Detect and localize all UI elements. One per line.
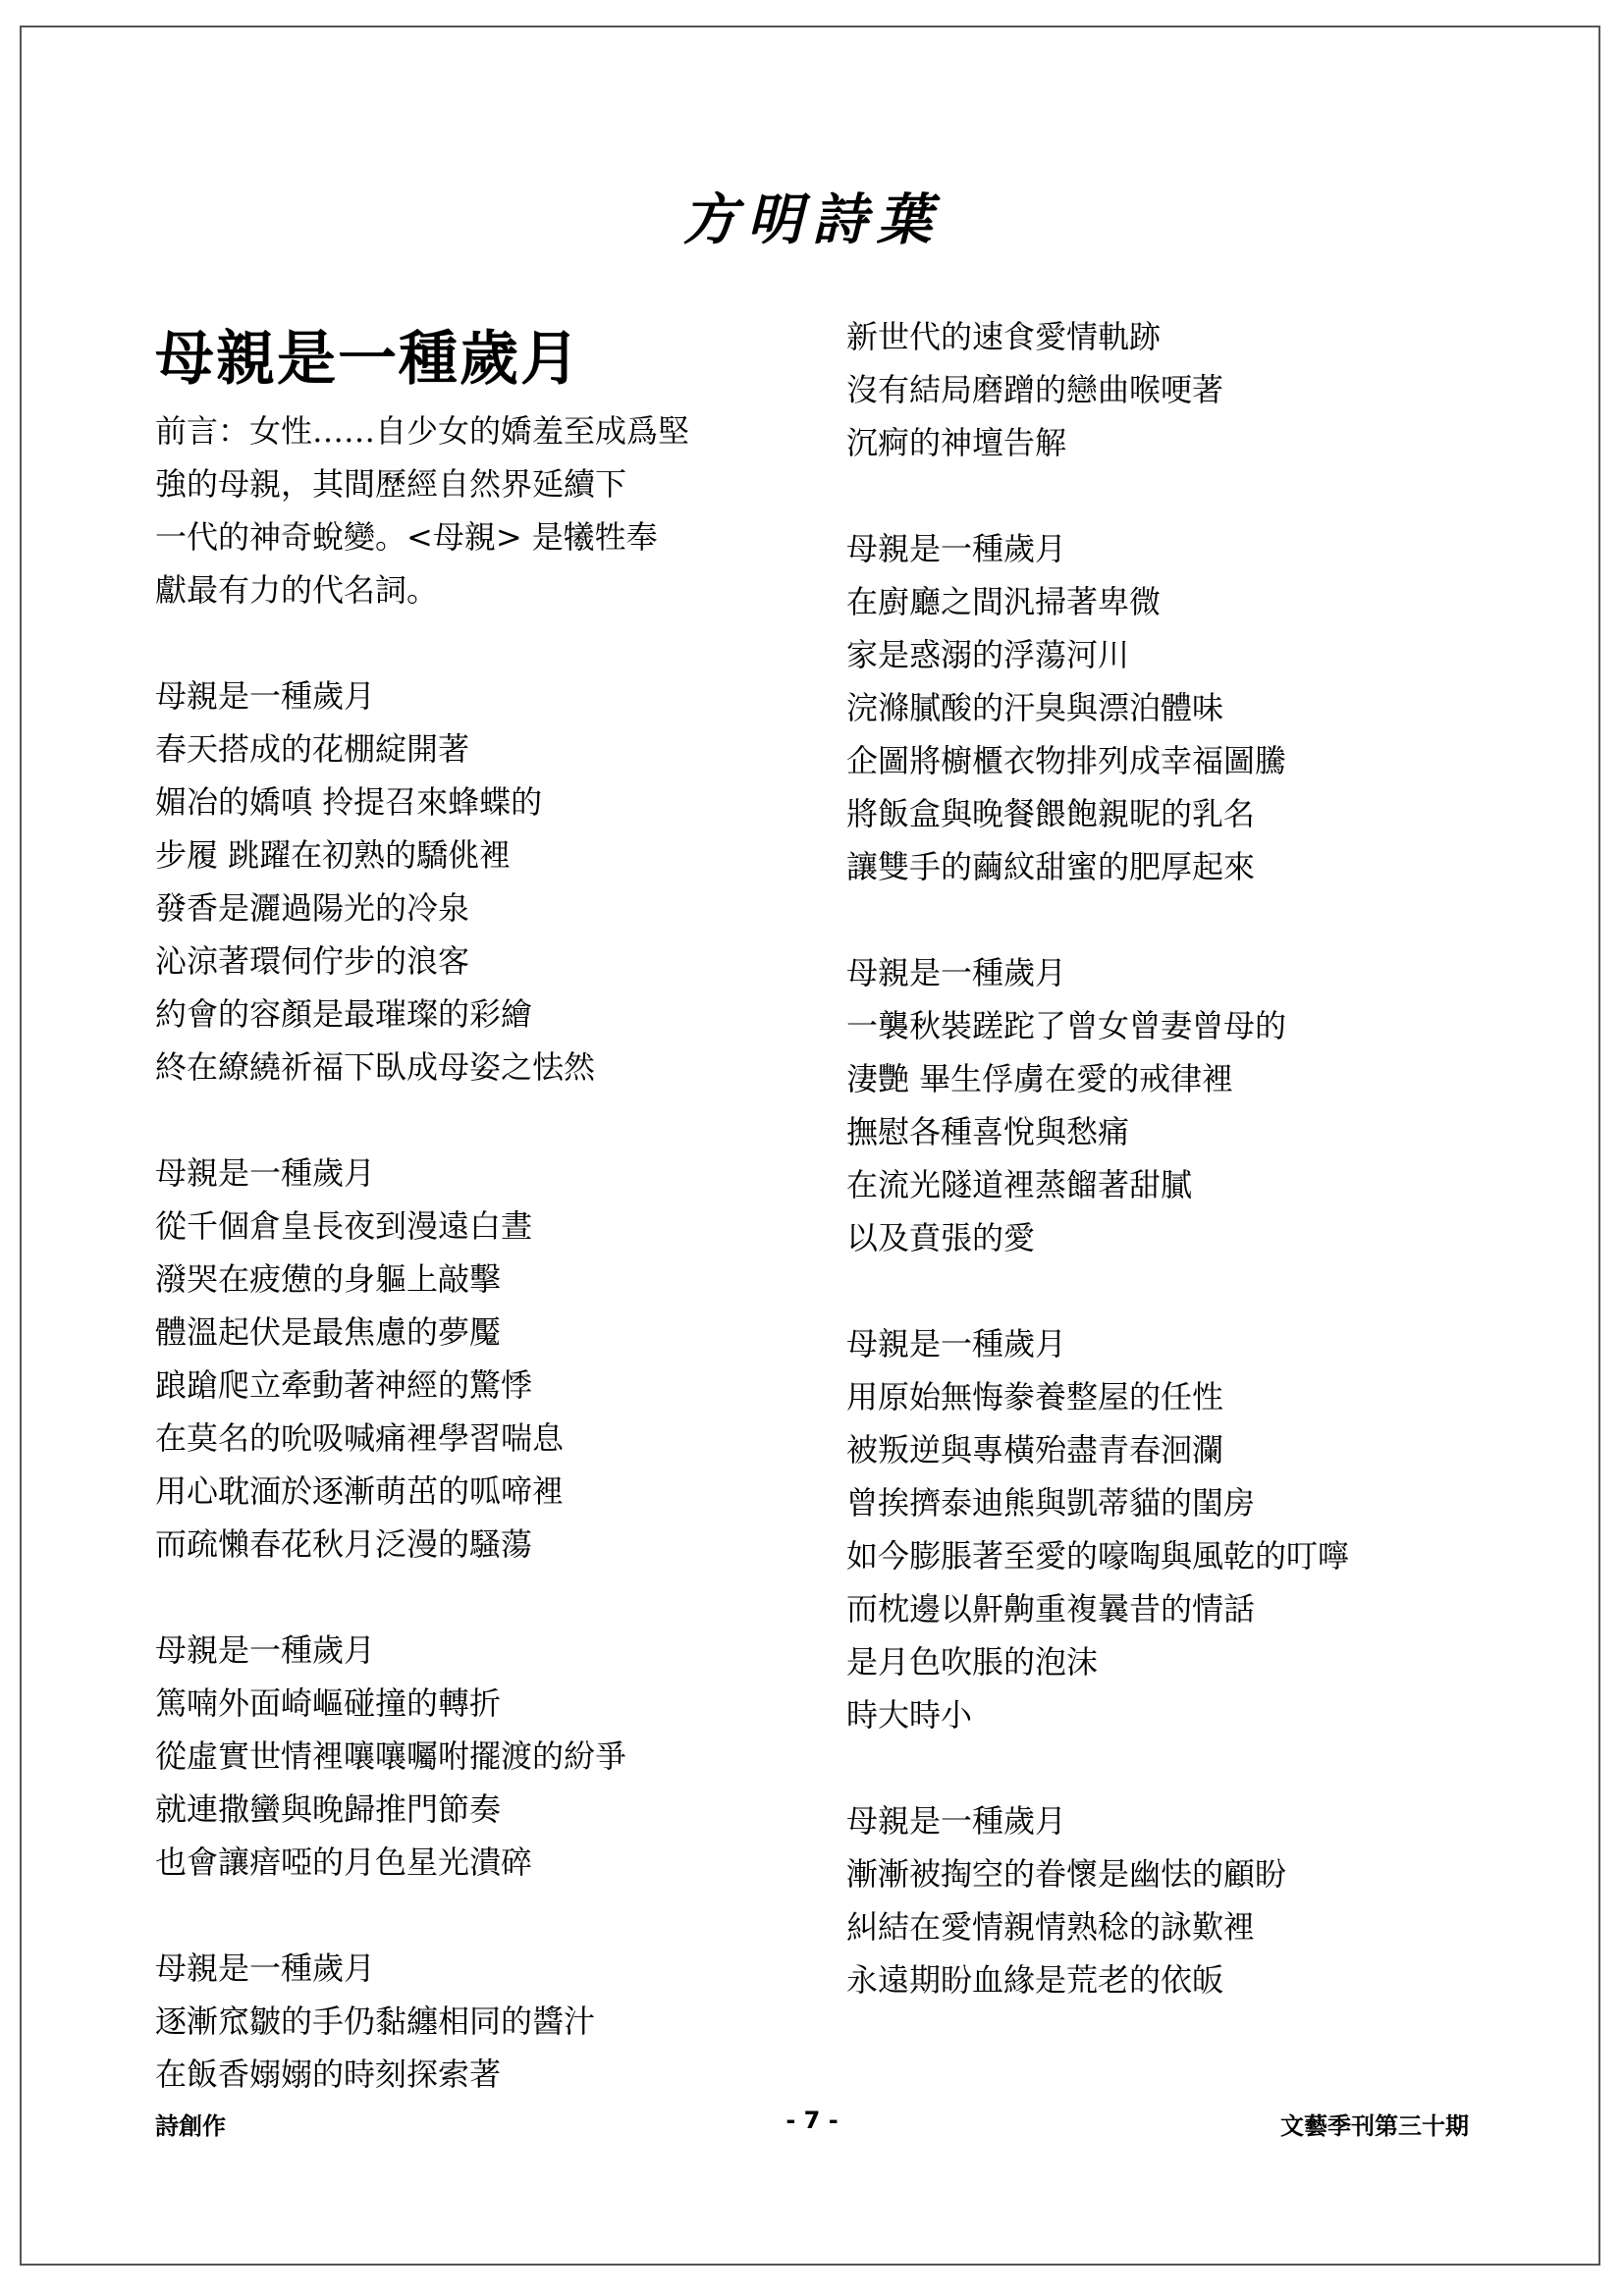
poem-line: 在莫名的吮吸喊痛裡學習喘息 [155,1419,565,1457]
stanza [155,1147,784,1571]
poem-line: 一襲秋裝蹉跎了曾女曾妻曾母的 [846,1007,1287,1044]
page-header-title: 方明詩葉 [682,187,942,252]
publication-name: 文藝季刊第三十期 [1280,2112,1469,2140]
poem-line: 母親是一種歲月 [846,1325,1067,1362]
poem-line: 是月色吹脹的泡沫 [846,1643,1099,1681]
poem-line: 也會讓瘖啞的月色星光潰碎 [155,1843,533,1881]
stanza [155,1942,784,2101]
poem-line: 家是惑溺的浮蕩河川 [846,636,1130,673]
poem-title: 母親是一種歲月 [155,325,581,394]
footer-section-label: 詩創作 [155,2112,226,2140]
preface-line: 獻最有力的代名詞。 [155,571,439,609]
stanza [846,946,1475,1264]
poem-line: 新世代的速食愛情軌跡 [846,318,1162,355]
poem-line: 曾挨擠泰迪熊與凱蒂貓的閨房 [846,1484,1256,1522]
poem-line: 淒艷 畢生俘虜在愛的戒律裡 [846,1060,1234,1097]
stanza [846,522,1475,893]
preface-line: 一代的神奇蛻變。<母親> 是犧牲奉 [155,518,658,556]
stanza [846,1317,1475,1741]
poem-line: 撫慰各種喜悅與愁痛 [846,1113,1130,1150]
poem-line: 時大時小 [846,1696,973,1734]
poem-line: 而疏懶春花秋月泛漫的騷蕩 [155,1525,533,1563]
poem-line: 母親是一種歲月 [155,1949,376,1987]
right-column [846,310,1475,2059]
poem-line: 以及賁張的愛 [846,1219,1036,1256]
poem-line: 母親是一種歲月 [846,954,1067,991]
poem-line: 漸漸被掏空的眷懷是幽怯的顧盼 [846,1855,1287,1893]
poem-line: 潑哭在疲憊的身軀上敲擊 [155,1260,502,1298]
poem-line: 媚冶的嬌嗔 拎提召來蜂蝶的 [155,783,543,821]
page-number: - 7 - [785,2107,839,2134]
poem-line: 發香是灑過陽光的冷泉 [155,889,470,927]
poem-line: 就連撒蠻與晚歸推門節奏 [155,1790,502,1828]
poem-line: 春天搭成的花棚綻開著 [155,730,470,768]
preface [155,404,784,616]
poem-line: 步履 跳躍在初熟的驕佻裡 [155,836,512,874]
poem-line: 而枕邊以鼾齁重複曩昔的情話 [846,1590,1256,1628]
poem-line: 體溫起伏是最焦慮的夢魘 [155,1313,502,1351]
poem-line: 從千個倉皇長夜到漫遠白晝 [155,1207,533,1245]
poem-line: 在飯香嫋嫋的時刻探索著 [155,2056,502,2093]
poem-line: 將飯盒與晚餐餵飽親昵的乳名 [846,795,1256,832]
preface-line: 強的母親，其間歷經自然界延續下 [155,465,627,503]
poem-line: 母親是一種歲月 [155,1631,376,1669]
poem-line: 沁涼著環伺佇步的浪客 [155,942,470,980]
poem-line: 逐漸窊皺的手仍黏纏相同的醬汁 [155,2002,596,2040]
poem-line: 如今膨脹著至愛的嚎啕與風乾的叮嚀 [846,1537,1350,1575]
poem-line: 踉蹌爬立牽動著神經的驚悸 [155,1366,533,1404]
poem-line: 被叛逆與專橫殆盡青春洄瀾 [846,1431,1224,1468]
preface-line: 前言：女性……自少女的嬌羞至成爲堅 [155,412,690,450]
stanza [846,1794,1475,2006]
poem-line: 糾結在愛情親情熟稔的詠歎裡 [846,1908,1256,1946]
poem-line: 篤喃外面崎嶇碰撞的轉折 [155,1684,502,1722]
poem-line: 在流光隧道裡蒸餾著甜膩 [846,1166,1193,1203]
poem-line: 母親是一種歲月 [846,1802,1067,1840]
left-column [155,320,784,2154]
poem-line: 用原始無悔豢養整屋的任性 [846,1378,1224,1415]
poem-line: 沉痾的神壇告解 [846,424,1067,461]
poem-line: 浣滌膩酸的汗臭與漂泊體味 [846,689,1224,726]
poem-line: 母親是一種歲月 [846,530,1067,567]
poem-line: 從虛實世情裡嚷嚷囑咐擺渡的紛爭 [155,1737,627,1775]
poem-line: 沒有結局磨蹭的戀曲喉哽著 [846,371,1224,408]
stanza [155,1624,784,1889]
poem-line: 永遠期盼血緣是荒老的依皈 [846,1961,1224,1999]
poem-line: 母親是一種歲月 [155,1154,376,1192]
poem-line: 終在繚繞祈福下臥成母姿之怯然 [155,1048,596,1086]
poem-line: 約會的容顏是最璀璨的彩繪 [155,995,533,1033]
poem-line: 企圖將櫥櫃衣物排列成幸福圖騰 [846,742,1287,779]
poem-line: 在廚廳之間汎掃著卑微 [846,583,1162,620]
poem-line: 母親是一種歲月 [155,677,376,715]
poem-line: 讓雙手的繭紋甜蜜的肥厚起來 [846,848,1256,885]
stanza [846,310,1475,469]
stanza [155,669,784,1094]
poem-line: 用心耽湎於逐漸萌茁的呱啼裡 [155,1472,565,1510]
